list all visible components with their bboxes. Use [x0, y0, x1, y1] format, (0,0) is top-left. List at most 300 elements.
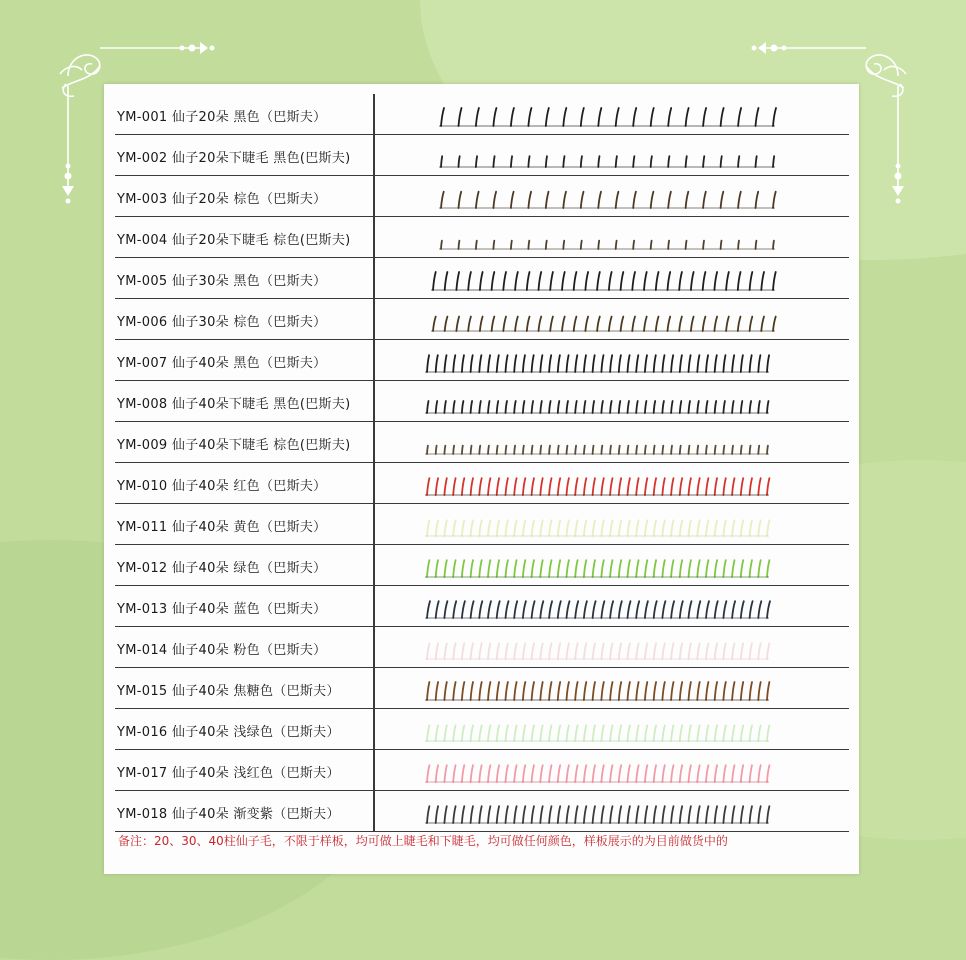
lash-strand	[732, 682, 734, 700]
lash-strand	[598, 192, 601, 208]
lash-strand	[453, 355, 455, 372]
lash-strand	[732, 643, 734, 659]
lash-strand	[723, 806, 725, 823]
lash-strand	[706, 806, 708, 823]
lash-strand	[715, 806, 717, 823]
lash-strand	[668, 108, 671, 126]
lash-strand	[462, 725, 464, 741]
lash-strand	[636, 560, 638, 577]
lash-strand	[601, 355, 603, 372]
lash-strand	[546, 156, 547, 167]
lash-strand	[563, 192, 566, 208]
lash-strand	[619, 401, 621, 413]
lash-strand	[575, 560, 577, 577]
lash-strand	[514, 643, 516, 659]
lash-strand	[532, 643, 534, 659]
lash-strand	[706, 446, 707, 454]
lash-strand	[532, 560, 534, 577]
lash-strand	[706, 560, 708, 577]
lash-strand	[628, 520, 630, 536]
lash-strand	[628, 682, 630, 700]
lash-strand	[645, 560, 647, 577]
lash-strand	[723, 643, 725, 659]
lash-strand	[433, 272, 436, 290]
lash-strand	[436, 478, 438, 495]
lash-strand	[471, 401, 473, 413]
product-row	[115, 750, 849, 791]
lash-strand	[680, 806, 682, 823]
lash-strand	[558, 355, 560, 372]
lash-strand	[616, 192, 619, 208]
lash-strand	[619, 643, 621, 659]
lash-strand	[433, 317, 436, 331]
lash-strand	[584, 446, 585, 454]
lash-strand	[549, 806, 551, 823]
lash-strand	[575, 401, 577, 413]
lash-strand	[697, 682, 699, 700]
lash-strand	[662, 725, 664, 741]
lash-strand	[488, 520, 490, 536]
lash-strand	[540, 601, 543, 618]
lash-strand	[479, 806, 481, 823]
product-row	[115, 668, 849, 709]
lash-strand	[445, 272, 448, 290]
lash-sample-image	[377, 463, 849, 503]
product-row	[115, 176, 849, 217]
lash-strand	[575, 520, 577, 536]
lash-strand	[575, 682, 577, 700]
lash-strand	[471, 560, 473, 577]
lash-strand	[689, 601, 692, 618]
lash-strand	[532, 355, 534, 372]
lash-strand	[444, 806, 446, 823]
lash-strand	[636, 806, 638, 823]
lash-strand	[436, 806, 438, 823]
lash-strand	[471, 446, 472, 454]
lash-strand	[506, 355, 508, 372]
lash-strand	[584, 478, 586, 495]
lash-strand	[671, 682, 673, 700]
lash-strand	[506, 725, 508, 741]
lash-sample-image	[377, 627, 849, 667]
lash-sample-image	[377, 791, 849, 831]
lash-strand	[773, 192, 776, 208]
lash-strand	[767, 601, 770, 618]
lash-strand	[575, 765, 577, 782]
lash-strand	[558, 601, 561, 618]
product-row	[115, 463, 849, 504]
lash-strand	[671, 560, 673, 577]
product-row	[115, 545, 849, 586]
lash-strand	[567, 401, 569, 413]
lash-strand	[679, 272, 682, 290]
lash-strand	[680, 401, 682, 413]
lash-strand	[636, 643, 638, 659]
lash-strand	[756, 241, 757, 249]
lash-strand	[444, 401, 446, 413]
lash-strand	[436, 643, 438, 659]
lash-strand	[632, 317, 635, 331]
lash-strand	[567, 806, 569, 823]
lash-strand	[609, 272, 612, 290]
lash-strand	[756, 108, 759, 126]
lash-strand	[706, 765, 708, 782]
lash-strand	[758, 478, 760, 495]
lash-strand	[758, 401, 760, 413]
lash-sample-image	[377, 545, 849, 585]
lash-strand	[456, 272, 459, 290]
lash-strand	[706, 725, 708, 741]
lash-strand	[528, 241, 529, 249]
lash-strand	[750, 478, 752, 495]
lash-strand	[703, 192, 706, 208]
lash-strand	[741, 643, 743, 659]
lash-strand	[453, 765, 455, 782]
lash-strand	[680, 643, 682, 659]
product-label: YM-017 仙子40朵 浅红色（巴斯夫）	[117, 766, 340, 781]
lash-strand	[633, 192, 636, 208]
lash-strand	[523, 520, 525, 536]
lash-strand	[523, 725, 525, 741]
lash-strand	[656, 317, 659, 331]
lash-strand	[427, 601, 430, 618]
lash-strand	[601, 765, 603, 782]
lash-strand	[636, 765, 638, 782]
lash-strand	[750, 682, 752, 700]
lash-strand	[671, 765, 673, 782]
lash-strand	[523, 601, 526, 618]
lash-strand	[686, 192, 689, 208]
product-row	[115, 381, 849, 422]
lash-strand	[558, 643, 560, 659]
lash-strand	[750, 601, 753, 618]
lash-strand	[479, 601, 482, 618]
product-label: YM-005 仙子30朵 黑色（巴斯夫）	[117, 274, 327, 289]
lash-strand	[654, 355, 656, 372]
lash-strand	[427, 401, 429, 413]
lash-strand	[662, 643, 664, 659]
lash-strand	[715, 520, 717, 536]
lash-strand	[488, 560, 490, 577]
lash-strand	[453, 401, 455, 413]
lash-strand	[567, 725, 569, 741]
lash-strand	[488, 765, 490, 782]
lash-strand	[479, 355, 481, 372]
lash-strand	[680, 560, 682, 577]
lash-strand	[758, 806, 760, 823]
lash-strand	[546, 192, 549, 208]
lash-strand	[767, 725, 769, 741]
lash-strand	[593, 601, 596, 618]
lash-strand	[532, 520, 534, 536]
lash-strand	[636, 520, 638, 536]
remark-note: 备注：20、30、40柱仙子毛，不限于样板，均可做上睫毛和下睫毛，均可做任何颜色，样板展示的为目前做货中的	[118, 834, 728, 848]
lash-strand	[715, 765, 717, 782]
lash-strand	[773, 241, 774, 249]
lash-strand	[609, 317, 612, 331]
lash-strand	[645, 643, 647, 659]
product-label: YM-015 仙子40朵 焦糖色（巴斯夫）	[117, 684, 340, 699]
lash-strand	[575, 446, 576, 454]
product-row	[115, 791, 849, 832]
lash-strand	[662, 520, 664, 536]
lash-strand	[540, 520, 542, 536]
lash-strand	[741, 560, 743, 577]
lash-strand	[462, 520, 464, 536]
lash-strand	[493, 108, 496, 126]
lash-strand	[750, 446, 751, 454]
lash-strand	[601, 725, 603, 741]
lash-strand	[773, 317, 776, 331]
lash-strand	[628, 446, 629, 454]
lash-strand	[515, 317, 518, 331]
lash-strand	[767, 520, 769, 536]
lash-strand	[628, 725, 630, 741]
lash-strand	[750, 765, 752, 782]
lash-strand	[563, 108, 566, 126]
lash-strand	[453, 725, 455, 741]
lash-strand	[462, 643, 464, 659]
column-divider	[373, 258, 375, 299]
lash-strand	[610, 682, 612, 700]
lash-strand	[479, 682, 481, 700]
lash-strand	[497, 520, 499, 536]
lash-strand	[523, 765, 525, 782]
lash-strand	[459, 108, 462, 126]
product-label: YM-003 仙子20朵 棕色（巴斯夫）	[117, 192, 327, 207]
lash-strand	[715, 682, 717, 700]
lash-strand	[723, 478, 725, 495]
lash-sample-image	[377, 340, 849, 380]
lash-strand	[471, 806, 473, 823]
lash-strand	[671, 478, 673, 495]
lash-strand	[651, 156, 652, 167]
product-label: YM-004 仙子20朵下睫毛 棕色(巴斯夫)	[117, 233, 351, 248]
lash-strand	[527, 317, 530, 331]
lash-strand	[514, 682, 516, 700]
lash-strand	[680, 446, 681, 454]
lash-strand	[703, 241, 704, 249]
lash-strand	[540, 560, 542, 577]
lash-strand	[689, 725, 691, 741]
lash-strand	[550, 272, 553, 290]
lash-strand	[619, 520, 621, 536]
lash-strand	[697, 478, 699, 495]
lash-strand	[662, 355, 664, 372]
lash-strand	[585, 272, 588, 290]
lash-strand	[567, 478, 569, 495]
lash-strand	[558, 765, 560, 782]
lash-strand	[741, 806, 743, 823]
lash-strand	[654, 401, 656, 413]
lash-strand	[767, 643, 769, 659]
lash-strand	[462, 806, 464, 823]
lash-strand	[523, 355, 525, 372]
lash-strand	[506, 401, 508, 413]
lash-strand	[697, 355, 699, 372]
lash-strand	[479, 446, 480, 454]
lash-strand	[575, 355, 577, 372]
lash-strand	[680, 355, 682, 372]
lash-strand	[567, 520, 569, 536]
lash-strand	[628, 806, 630, 823]
lash-strand	[689, 446, 690, 454]
lash-strand	[584, 355, 586, 372]
lash-strand	[706, 478, 708, 495]
lash-strand	[741, 520, 743, 536]
lash-strand	[714, 317, 717, 331]
lash-strand	[756, 192, 759, 208]
lash-strand	[601, 682, 603, 700]
lash-strand	[645, 601, 648, 618]
lash-strand	[427, 765, 429, 782]
lash-strand	[671, 446, 672, 454]
lash-strand	[444, 601, 447, 618]
lash-strand	[671, 520, 673, 536]
lash-strand	[468, 272, 471, 290]
lash-strand	[656, 272, 659, 290]
lash-strand	[575, 601, 578, 618]
lash-sample-image	[377, 94, 849, 134]
lash-strand	[628, 355, 630, 372]
lash-strand	[645, 478, 647, 495]
column-divider	[373, 422, 375, 463]
lash-strand	[741, 478, 743, 495]
lash-strand	[441, 156, 442, 167]
lash-strand	[427, 682, 429, 700]
lash-strand	[732, 725, 734, 741]
lash-strand	[758, 725, 760, 741]
lash-strand	[654, 643, 656, 659]
lash-strand	[427, 643, 429, 659]
lash-strand	[471, 725, 473, 741]
lash-strand	[628, 560, 630, 577]
lash-strand	[462, 446, 463, 454]
lash-strand	[540, 643, 542, 659]
lash-strand	[732, 806, 734, 823]
lash-strand	[689, 682, 691, 700]
lash-strand	[575, 643, 577, 659]
lash-strand	[654, 478, 656, 495]
lash-strand	[550, 317, 553, 331]
lash-strand	[445, 317, 448, 331]
lash-strand	[715, 401, 717, 413]
lash-strand	[726, 272, 729, 290]
lash-strand	[654, 520, 656, 536]
lash-strand	[532, 401, 534, 413]
lash-strand	[444, 520, 446, 536]
lash-strand	[651, 192, 654, 208]
lash-strand	[636, 601, 639, 618]
lash-strand	[476, 192, 479, 208]
lash-strand	[750, 643, 752, 659]
lash-strand	[703, 272, 706, 290]
lash-strand	[575, 478, 577, 495]
product-label: YM-012 仙子40朵 绿色（巴斯夫）	[117, 561, 327, 576]
column-divider	[373, 176, 375, 217]
lash-strand	[758, 446, 759, 454]
lash-strand	[532, 725, 534, 741]
lash-strand	[468, 317, 471, 331]
lash-strand	[436, 355, 438, 372]
lash-strand	[758, 601, 761, 618]
lash-strand	[567, 601, 570, 618]
lash-strand	[427, 806, 429, 823]
lash-strand	[549, 520, 551, 536]
lash-strand	[741, 401, 743, 413]
lash-strand	[427, 520, 429, 536]
lash-strand	[610, 446, 611, 454]
lash-strand	[515, 272, 518, 290]
lash-strand	[619, 355, 621, 372]
lash-strand	[721, 192, 724, 208]
lash-strand	[750, 272, 753, 290]
lash-strand	[645, 725, 647, 741]
lash-strand	[514, 560, 516, 577]
lash-strand	[514, 478, 516, 495]
lash-strand	[453, 446, 454, 454]
lash-strand	[671, 725, 673, 741]
lash-strand	[750, 725, 752, 741]
product-row	[115, 422, 849, 463]
lash-sample-image	[377, 668, 849, 708]
lash-strand	[453, 601, 456, 618]
lash-strand	[540, 355, 542, 372]
column-divider	[373, 340, 375, 381]
lash-strand	[549, 682, 551, 700]
lash-strand	[601, 806, 603, 823]
lash-strand	[714, 272, 717, 290]
lash-strand	[549, 355, 551, 372]
lash-strand	[514, 601, 517, 618]
lash-strand	[558, 725, 560, 741]
lash-strand	[758, 682, 760, 700]
lash-strand	[444, 643, 446, 659]
lash-strand	[497, 682, 499, 700]
lash-strand	[662, 601, 665, 618]
lash-strand	[644, 272, 647, 290]
lash-strand	[488, 643, 490, 659]
lash-strand	[497, 725, 499, 741]
lash-strand	[671, 601, 674, 618]
lash-strand	[462, 601, 465, 618]
lash-strand	[741, 355, 743, 372]
lash-strand	[492, 272, 495, 290]
lash-strand	[738, 156, 739, 167]
lash-strand	[558, 806, 560, 823]
lash-strand	[750, 560, 752, 577]
lash-strand	[506, 806, 508, 823]
lash-strand	[703, 156, 704, 167]
lash-strand	[680, 682, 682, 700]
lash-strand	[601, 520, 603, 536]
lash-strand	[479, 478, 481, 495]
lash-strand	[741, 765, 743, 782]
lash-strand	[511, 192, 514, 208]
lash-strand	[436, 446, 437, 454]
lash-strand	[671, 355, 673, 372]
lash-strand	[476, 241, 477, 249]
product-row	[115, 586, 849, 627]
lash-strand	[598, 108, 601, 126]
lash-strand	[563, 156, 564, 167]
lash-strand	[680, 725, 682, 741]
lash-strand	[706, 682, 708, 700]
lash-strand	[686, 156, 687, 167]
lash-strand	[471, 682, 473, 700]
lash-strand	[549, 560, 551, 577]
lash-strand	[616, 156, 617, 167]
